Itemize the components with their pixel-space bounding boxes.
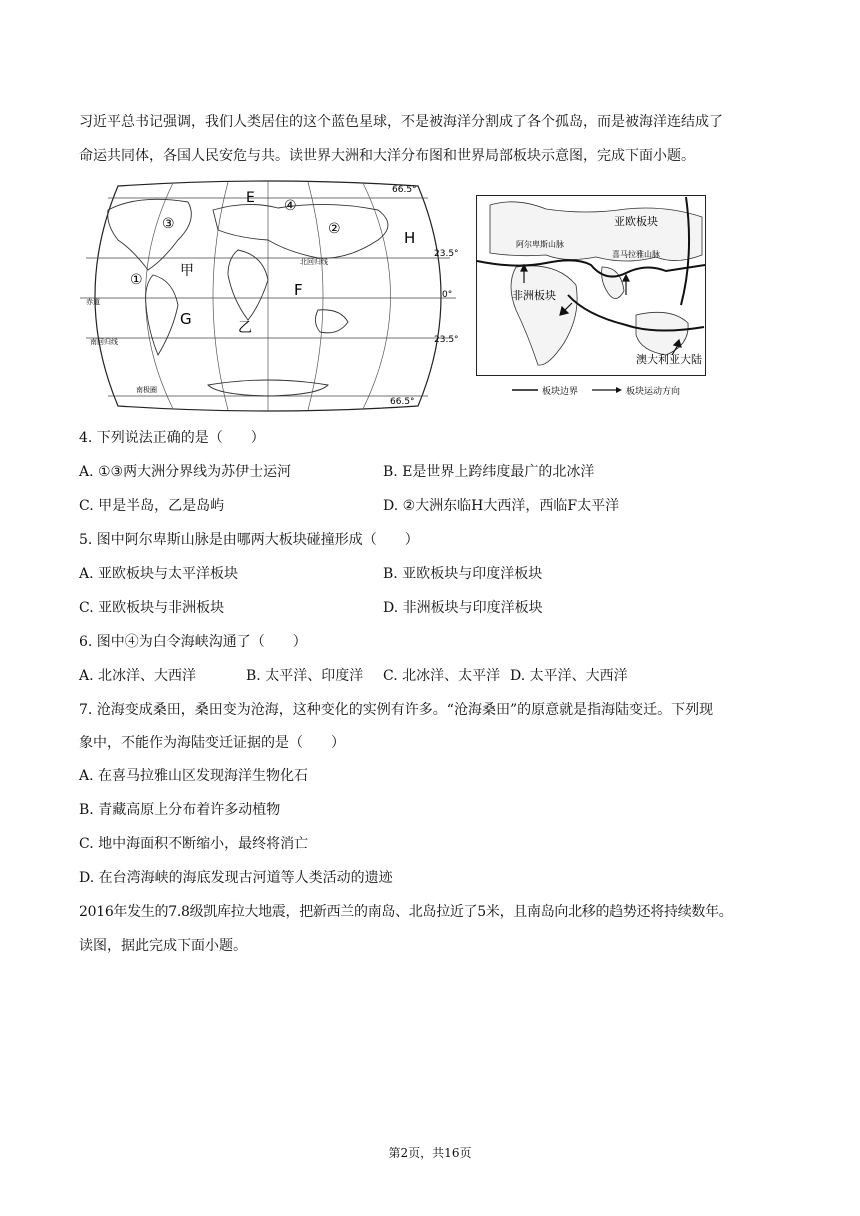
label-eurasia-plate: 亚欧板块 [614, 215, 658, 228]
q6-stem: 6. 图中④为白令海峡沟通了（ ） [79, 634, 307, 650]
label-G: G [180, 310, 192, 328]
q6-option-b: B. 太平洋、印度洋 [246, 668, 364, 684]
label-4: ④ [284, 198, 297, 214]
page-footer: 第2页，共16页 [388, 1146, 472, 1160]
intro-line-2: 命运共同体，各国人民安危与共。读世界大洲和大洋分布图和世界局部板块示意图，完成下面小题。 [79, 148, 695, 164]
label-yi: 乙 [238, 320, 252, 336]
q4-option-c: C. 甲是半岛，乙是岛屿 [79, 498, 225, 514]
lat-label-66n: 66.5° [392, 185, 417, 195]
label-3: ③ [162, 216, 175, 232]
q4-option-d: D. ②大洲东临H大西洋，西临F太平洋 [383, 498, 620, 514]
q5-option-d: D. 非洲板块与印度洋板块 [383, 600, 543, 616]
q5-option-b: B. 亚欧板块与印度洋板块 [383, 566, 543, 582]
legend-motion: 板块运动方向 [626, 387, 681, 397]
q7-option-a: A. 在喜马拉雅山区发现海洋生物化石 [79, 768, 309, 784]
label-alps: 阿尔卑斯山脉 [516, 240, 564, 249]
q6-option-a: A. 北冰洋、大西洋 [79, 668, 197, 684]
q7-option-b: B. 青藏高原上分布着许多动植物 [79, 802, 281, 818]
q4-option-b: B. E是世界上跨纬度最广的北冰洋 [383, 464, 595, 480]
label-himalaya: 喜马拉雅山脉 [612, 250, 660, 259]
q4-stem: 4. 下列说法正确的是（ ） [79, 430, 265, 446]
q5-stem: 5. 图中阿尔卑斯山脉是由哪两大板块碰撞形成（ ） [79, 532, 419, 548]
passage2-line-2: 读图，据此完成下面小题。 [79, 938, 247, 954]
q7-stem-line-1: 7. 沧海变成桑田，桑田变为沧海，这种变化的实例有许多。“沧海桑田”的原意就是指海陆变迁。下列现 [79, 702, 714, 718]
equator-label: 赤道 [86, 298, 100, 306]
label-1: ① [130, 272, 143, 288]
q5-option-a: A. 亚欧板块与太平洋板块 [79, 566, 239, 582]
q7-option-c: C. 地中海面积不断缩小，最终将消亡 [79, 836, 309, 852]
label-E: E [246, 190, 255, 206]
lat-label-eq: 0° [442, 290, 453, 300]
label-2: ② [328, 221, 341, 237]
lat-label-23s: 23.5° [434, 335, 458, 345]
label-africa-plate: 非洲板块 [512, 289, 556, 302]
passage2-line-1: 2016年发生的7.8级凯库拉大地震，把新西兰的南岛、北岛拉近了5米，且南岛向北移的趋势还将持续数年。 [79, 904, 733, 920]
antarctic-circle-label: 南极圈 [136, 386, 157, 394]
label-F: F [294, 281, 303, 299]
legend-boundary: 板块边界 [542, 387, 579, 397]
q6-option-c: C. 北冰洋、太平洋 [383, 668, 501, 684]
q5-option-c: C. 亚欧板块与非洲板块 [79, 600, 225, 616]
lat-label-66s: 66.5° [390, 397, 415, 407]
q6-option-d: D. 太平洋、大西洋 [510, 668, 628, 684]
label-H: H [404, 229, 416, 247]
tropic-s-label: 南回归线 [90, 338, 118, 346]
intro-line-1: 习近平总书记强调，我们人类居住的这个蓝色星球，不是被海洋分割成了各个孤岛，而是被海洋连结成了 [79, 114, 723, 130]
q4-option-a: A. ①③两大洲分界线为苏伊士运河 [79, 464, 292, 480]
label-australia: 澳大利亚大陆 [636, 353, 702, 366]
q7-option-d: D. 在台湾海峡的海底发现古河道等人类活动的遗迹 [79, 870, 393, 886]
tropic-n-label: 北回归线 [300, 258, 328, 266]
q7-stem-line-2: 象中，不能作为海陆变迁证据的是（ ） [79, 735, 345, 751]
label-jia: 甲 [180, 263, 194, 279]
plate-boundary-map [476, 195, 706, 400]
world-continents-oceans-map [78, 180, 458, 412]
lat-label-23n: 23.5° [434, 249, 458, 259]
